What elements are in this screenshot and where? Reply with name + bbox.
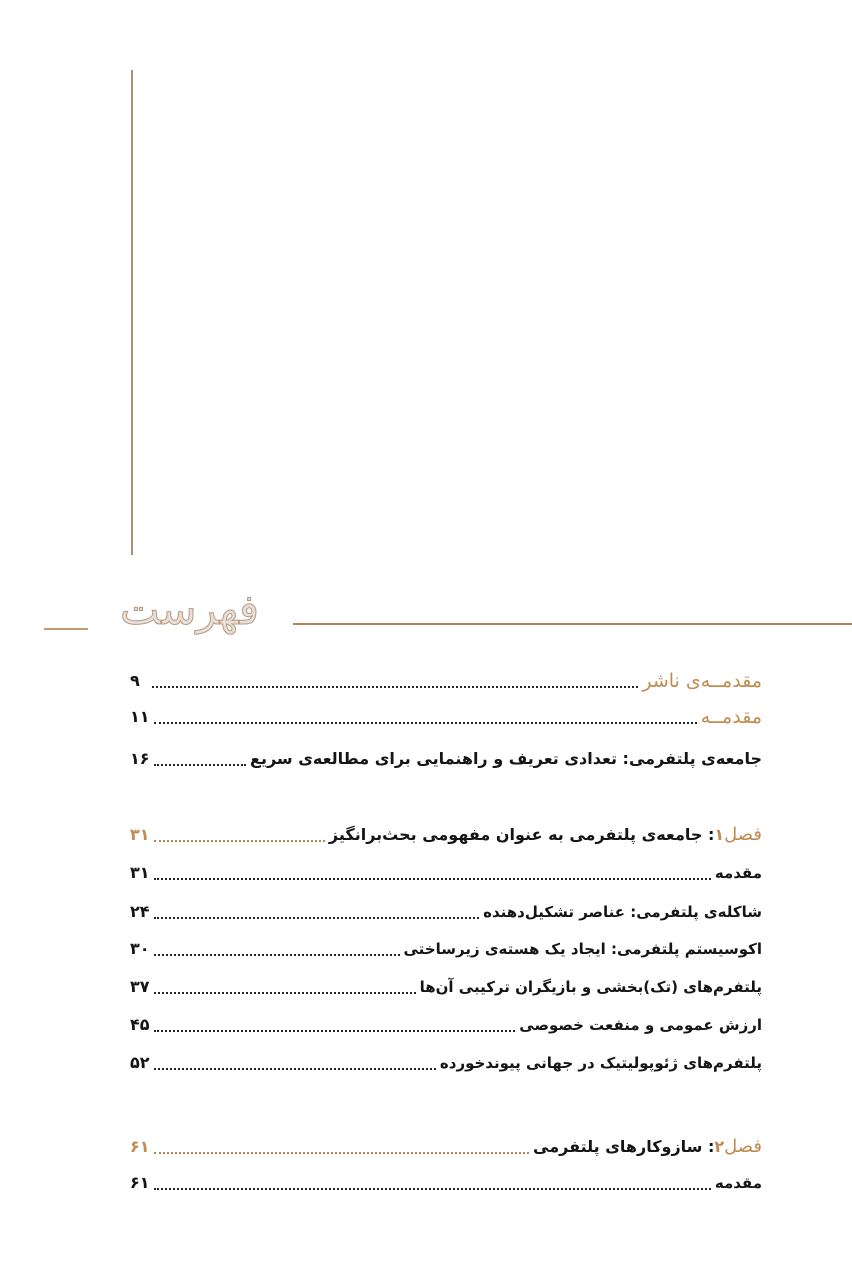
toc-entry-page: ۹	[130, 671, 140, 690]
toc-entry-title: مقدمه	[714, 864, 762, 882]
leader-dots	[154, 700, 697, 734]
toc-entry[interactable]	[130, 1046, 762, 1080]
leader-dots	[154, 1008, 516, 1042]
toc-entry-title: مقدمــه‌ی ناشر	[642, 670, 762, 692]
toc-entry-page: ۳۰	[130, 939, 150, 958]
toc-entry-page: ۶۱	[130, 1173, 150, 1192]
chapter-title	[329, 818, 762, 852]
leader-dots	[154, 932, 400, 966]
chapter-title-text: : سازوکارهای پلتفرمی	[533, 1137, 715, 1156]
chapter-heading[interactable]	[130, 1130, 762, 1164]
toc-entry[interactable]	[130, 970, 762, 1004]
toc-entry-page: ۱۱	[130, 707, 150, 726]
chapter-number: ۱	[714, 825, 725, 844]
leader-dots	[154, 818, 325, 852]
leader-dots	[154, 742, 247, 776]
short-rule	[44, 628, 88, 630]
toc-entry[interactable]	[130, 664, 762, 698]
toc-entry[interactable]	[130, 895, 762, 929]
heading-rule	[293, 623, 852, 625]
toc-entry-title: پلتفرم‌های ژئوپولیتیک در جهانی پیوندخورده	[439, 1054, 762, 1072]
toc-entry-title: جامعه‌ی پلتفرمی: تعدادی تعریف و راهنمایی برای مطالعه‌ی سریع	[250, 749, 762, 768]
chapter-word: فصل	[724, 824, 762, 845]
toc-entry-page: ۵۲	[130, 1053, 150, 1072]
toc-entry-title: مقدمه	[714, 1174, 762, 1192]
contents-heading: فهرست	[119, 585, 259, 634]
chapter-word: فصل	[724, 1136, 762, 1157]
toc-entry-title: مقدمــه	[700, 706, 762, 728]
vertical-rule	[131, 70, 133, 555]
toc-entry-page: ۲۴	[130, 902, 150, 921]
leader-dots	[154, 970, 416, 1004]
chapter-page: ۶۱	[130, 1137, 150, 1156]
toc-entry-page: ۴۵	[130, 1015, 150, 1034]
toc-entry-title: ارزش عمومی و منفعت خصوصی	[519, 1016, 762, 1034]
leader-dots	[154, 1166, 711, 1200]
toc-entry[interactable]	[130, 700, 762, 734]
toc-entry-title: اکوسیستم پلتفرمی: ایجاد یک هسته‌ی زیرساختی	[403, 940, 762, 958]
leader-dots	[152, 664, 638, 698]
leader-dots	[154, 1046, 436, 1080]
leader-dots	[154, 1130, 529, 1164]
toc-entry-page: ۳۷	[130, 977, 150, 996]
toc-entry[interactable]	[130, 742, 762, 776]
toc-entry-page: ۳۱	[130, 863, 150, 882]
chapter-title	[533, 1130, 762, 1164]
toc-entry-title: پلتفرم‌های (تک)بخشی و بازیگران ترکیبی آن‌ها	[419, 978, 762, 996]
toc-entry-title: شاکله‌ی پلتفرمی: عناصر تشکیل‌دهنده	[483, 903, 762, 921]
leader-dots	[154, 895, 480, 929]
leader-dots	[154, 856, 711, 890]
toc-entry[interactable]	[130, 856, 762, 890]
chapter-page: ۳۱	[130, 825, 150, 844]
toc-entry[interactable]	[130, 1166, 762, 1200]
toc-entry-page: ۱۶	[130, 749, 150, 768]
chapter-number: ۲	[714, 1137, 725, 1156]
chapter-title-text: : جامعه‌ی پلتفرمی به عنوان مفهومی بحث‌برانگیز	[328, 825, 715, 844]
chapter-heading[interactable]	[130, 818, 762, 852]
toc-entry[interactable]	[130, 1008, 762, 1042]
toc-entry[interactable]	[130, 932, 762, 966]
